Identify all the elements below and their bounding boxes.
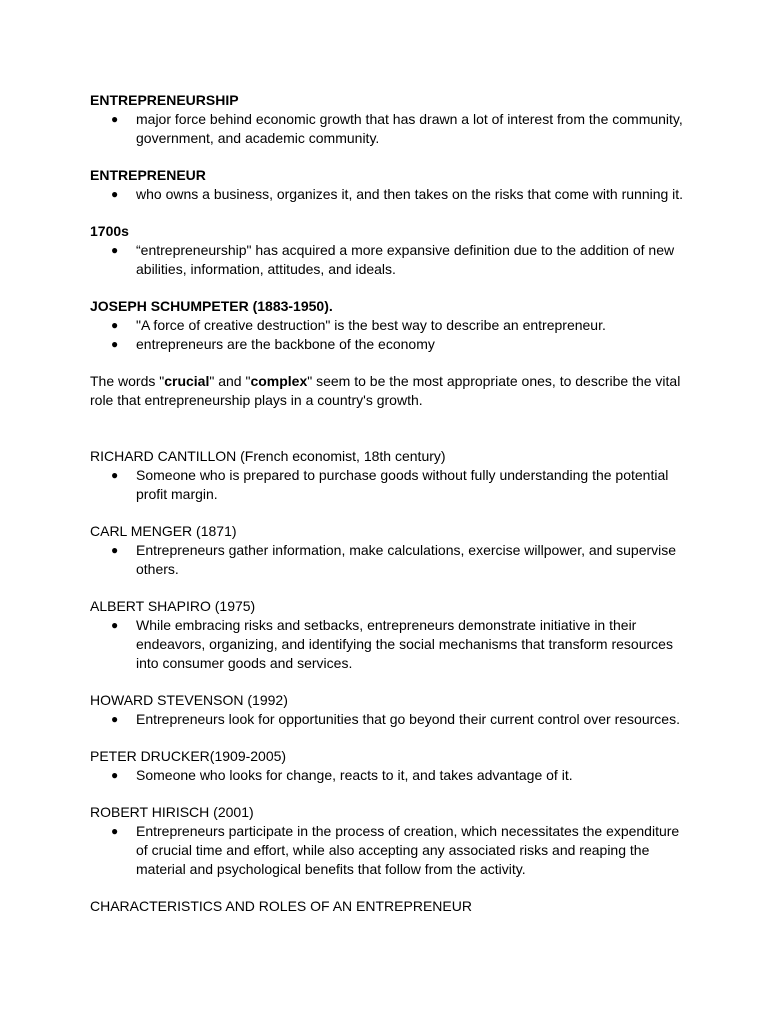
section-shapiro xyxy=(90,597,690,673)
section-heading-characteristics: CHARACTERISTICS AND ROLES OF AN ENTREPRENEUR xyxy=(90,898,472,914)
section-drucker xyxy=(90,747,690,785)
list-item xyxy=(90,335,690,354)
list-item-text: "A force of creative destruction" is the best way to describe an entrepreneur. xyxy=(136,317,606,333)
section-heading: RICHARD CANTILLON (French economist, 18th century) xyxy=(90,448,446,464)
section-heading: JOSEPH SCHUMPETER (1883-1950). xyxy=(90,298,333,314)
section-heading: HOWARD STEVENSON (1992) xyxy=(90,692,288,708)
section-menger xyxy=(90,522,690,579)
bullet-list xyxy=(90,710,690,729)
list-item xyxy=(90,241,690,279)
paragraph-text: The words " xyxy=(90,373,165,389)
section-heading: 1700s xyxy=(90,223,129,239)
paragraph-text: " and " xyxy=(209,373,251,389)
section-entrepreneurship xyxy=(90,91,690,148)
section-cantillon xyxy=(90,447,690,504)
bullet-list xyxy=(90,616,690,673)
section-heading: ROBERT HIRISCH (2001) xyxy=(90,804,254,820)
emphasis-text: complex xyxy=(250,373,308,389)
bullet-icon: ● xyxy=(111,618,119,632)
section-heading: PETER DRUCKER(1909-2005) xyxy=(90,748,287,764)
section-entrepreneur xyxy=(90,166,690,204)
bullet-list xyxy=(90,822,690,879)
bullet-icon: ● xyxy=(111,112,119,126)
bullet-list xyxy=(90,110,690,148)
section-stevenson xyxy=(90,691,690,729)
list-item xyxy=(90,110,690,148)
bullet-list xyxy=(90,541,690,579)
list-item-text: Someone who is prepared to purchase goods without fully understanding the potential profit margin. xyxy=(136,467,669,502)
list-item-text: While embracing risks and setbacks, entrepreneurs demonstrate initiative in their endeavors, organizing, and identifying the social mechanisms that transform resources into consumer goods and services. xyxy=(136,617,673,671)
bullet-icon: ● xyxy=(111,543,119,557)
emphasis-text: crucial xyxy=(164,373,210,389)
bullet-icon: ● xyxy=(111,187,119,201)
section-1700s xyxy=(90,222,690,279)
list-item xyxy=(90,822,690,879)
list-item xyxy=(90,466,690,504)
section-heading: ENTREPRENEURSHIP xyxy=(90,92,239,108)
list-item xyxy=(90,616,690,673)
document-page xyxy=(90,91,690,916)
bullet-icon: ● xyxy=(111,768,119,782)
list-item xyxy=(90,185,690,204)
list-item xyxy=(90,541,690,579)
bullet-icon: ● xyxy=(111,712,119,726)
list-item-text: entrepreneurs are the backbone of the economy xyxy=(136,336,435,352)
list-item xyxy=(90,710,690,729)
bullet-icon: ● xyxy=(111,243,119,257)
list-item xyxy=(90,766,690,785)
list-item xyxy=(90,316,690,335)
list-item-text: Entrepreneurs participate in the process of creation, which necessitates the expenditure of crucial time and effort, while also accepting any associated risks and reaping the material and psychological benefits that follow from the activity. xyxy=(136,823,680,877)
list-item-text: “entrepreneurship" has acquired a more expansive definition due to the addition of new abilities, information, attitudes, and ideals. xyxy=(136,242,675,277)
section-heading: ALBERT SHAPIRO (1975) xyxy=(90,598,256,614)
bullet-list xyxy=(90,316,690,354)
bullet-list xyxy=(90,185,690,204)
list-item-text: Entrepreneurs look for opportunities that go beyond their current control over resources. xyxy=(136,711,680,727)
bullet-icon: ● xyxy=(111,318,119,332)
list-item-text: major force behind economic growth that has drawn a lot of interest from the community, government, and academic community. xyxy=(136,111,683,146)
bullet-list xyxy=(90,241,690,279)
bullet-list xyxy=(90,466,690,504)
bullet-list xyxy=(90,766,690,785)
section-heading: CARL MENGER (1871) xyxy=(90,523,237,539)
paragraph-text: " seem to be the most appropriate ones, to describe the vital role that entrepreneurship plays in a country's growth. xyxy=(90,373,681,408)
list-item-text: Entrepreneurs gather information, make calculations, exercise willpower, and supervise others. xyxy=(136,542,677,577)
bullet-icon: ● xyxy=(111,468,119,482)
section-hirisch xyxy=(90,803,690,879)
section-heading: ENTREPRENEUR xyxy=(90,167,206,183)
section-schumpeter xyxy=(90,297,690,354)
bullet-icon: ● xyxy=(111,824,119,838)
list-item-text: who owns a business, organizes it, and then takes on the risks that come with running it. xyxy=(136,186,684,202)
list-item-text: Someone who looks for change, reacts to it, and takes advantage of it. xyxy=(136,767,573,783)
bullet-icon: ● xyxy=(111,337,119,351)
body-paragraph xyxy=(90,372,690,410)
